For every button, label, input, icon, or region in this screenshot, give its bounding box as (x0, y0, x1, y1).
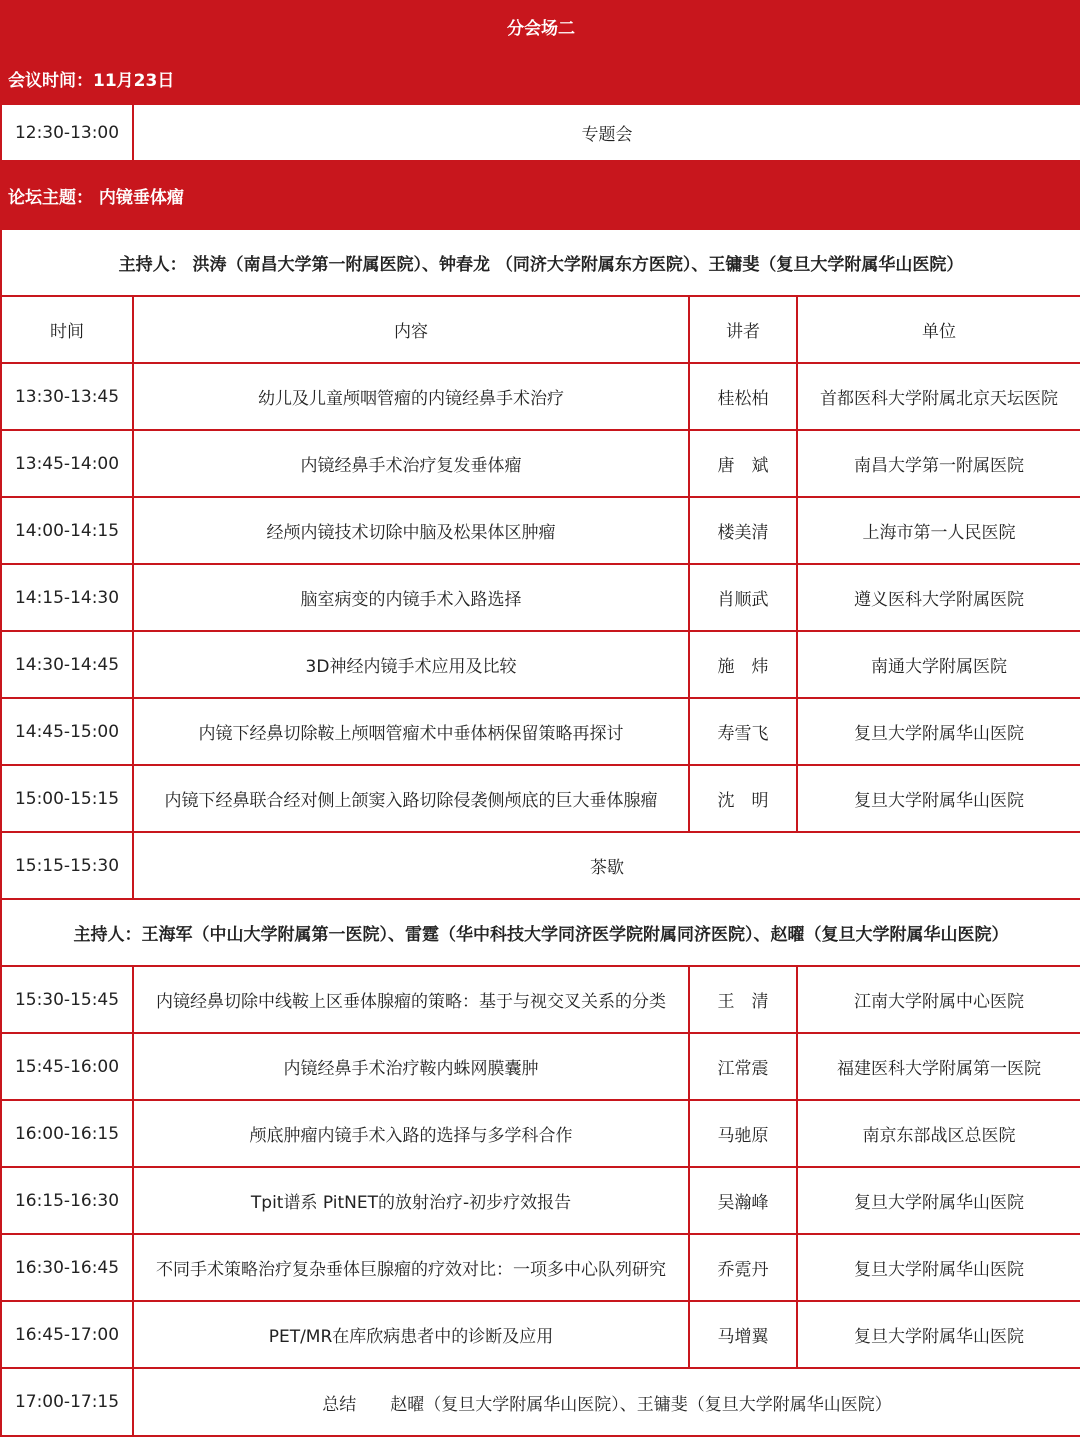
cell-time: 16:00-16:15 (1, 1100, 133, 1167)
cell-content: 3D神经内镜手术应用及比较 (133, 631, 689, 698)
col-content-header: 内容 (133, 296, 689, 363)
cell-content: 内镜下经鼻联合经对侧上颌窦入路切除侵袭侧颅底的巨大垂体腺瘤 (133, 765, 689, 832)
cell-time: 15:00-15:15 (1, 765, 133, 832)
cell-unit: 上海市第一人民医院 (797, 497, 1080, 564)
schedule-row (1, 1167, 1080, 1234)
col-time-header: 时间 (1, 296, 133, 363)
schedule-row (1, 765, 1080, 832)
cell-speaker: 江常震 (689, 1033, 797, 1100)
session1-host: 主持人： 洪涛（南昌大学第一附属医院）、钟春龙 （同济大学附属东方医院）、王镛斐（复旦大学附属华山医院） (1, 229, 1080, 296)
cell-content: 脑室病变的内镜手术入路选择 (133, 564, 689, 631)
schedule-row (1, 564, 1080, 631)
schedule-row (1, 698, 1080, 765)
cell-speaker: 马驰原 (689, 1100, 797, 1167)
column-header-row (1, 296, 1080, 363)
cell-unit: 遵义医科大学附属医院 (797, 564, 1080, 631)
intro-content: 专题会 (133, 104, 1080, 161)
schedule-row (1, 430, 1080, 497)
cell-speaker: 施 炜 (689, 631, 797, 698)
cell-speaker: 乔霓丹 (689, 1234, 797, 1301)
intro-row (1, 104, 1080, 161)
cell-content: 经颅内镜技术切除中脑及松果体区肿瘤 (133, 497, 689, 564)
cell-content: 幼儿及儿童颅咽管瘤的内镜经鼻手术治疗 (133, 363, 689, 430)
schedule-row (1, 1033, 1080, 1100)
cell-time: 14:30-14:45 (1, 631, 133, 698)
cell-speaker: 马增翼 (689, 1301, 797, 1368)
cell-time: 14:00-14:15 (1, 497, 133, 564)
cell-unit: 南昌大学第一附属医院 (797, 430, 1080, 497)
cell-unit: 南通大学附属医院 (797, 631, 1080, 698)
cell-time: 15:30-15:45 (1, 966, 133, 1033)
cell-time: 16:45-17:00 (1, 1301, 133, 1368)
cell-time: 14:15-14:30 (1, 564, 133, 631)
schedule-row (1, 497, 1080, 564)
cell-time: 16:30-16:45 (1, 1234, 133, 1301)
cell-time: 15:45-16:00 (1, 1033, 133, 1100)
cell-unit: 江南大学附属中心医院 (797, 966, 1080, 1033)
cell-content: Tpit谱系 PitNET的放射治疗-初步疗效报告 (133, 1167, 689, 1234)
schedule-row (1, 1100, 1080, 1167)
cell-unit: 复旦大学附属华山医院 (797, 765, 1080, 832)
cell-content: PET/MR在库欣病患者中的诊断及应用 (133, 1301, 689, 1368)
summary-row (1, 1368, 1080, 1436)
schedule-row (1, 363, 1080, 430)
cell-speaker: 肖顺武 (689, 564, 797, 631)
cell-speaker: 沈 明 (689, 765, 797, 832)
cell-content: 不同手术策略治疗复杂垂体巨腺瘤的疗效对比：一项多中心队列研究 (133, 1234, 689, 1301)
cell-unit: 复旦大学附属华山医院 (797, 698, 1080, 765)
cell-unit: 南京东部战区总医院 (797, 1100, 1080, 1167)
break-row (1, 832, 1080, 899)
intro-time: 12:30-13:00 (1, 104, 133, 161)
cell-speaker: 桂松柏 (689, 363, 797, 430)
cell-content: 内镜经鼻切除中线鞍上区垂体腺瘤的策略：基于与视交叉关系的分类 (133, 966, 689, 1033)
cell-unit: 复旦大学附属华山医院 (797, 1234, 1080, 1301)
forum-topic: 论坛主题： 内镜垂体瘤 (1, 161, 1080, 229)
cell-content: 内镜经鼻手术治疗复发垂体瘤 (133, 430, 689, 497)
cell-unit: 复旦大学附属华山医院 (797, 1301, 1080, 1368)
cell-unit: 福建医科大学附属第一医院 (797, 1033, 1080, 1100)
cell-unit: 复旦大学附属华山医院 (797, 1167, 1080, 1234)
cell-time: 13:30-13:45 (1, 363, 133, 430)
col-unit-header: 单位 (797, 296, 1080, 363)
cell-speaker: 王 清 (689, 966, 797, 1033)
summary-content: 总结 赵曜（复旦大学附属华山医院）、王镛斐（复旦大学附属华山医院） (133, 1368, 1080, 1436)
cell-time: 14:45-15:00 (1, 698, 133, 765)
session2-host: 主持人：王海军（中山大学附属第一医院）、雷霆（华中科技大学同济医学院附属同济医院）、赵曜（复旦大学附属华山医院） (1, 899, 1080, 966)
cell-speaker: 吴瀚峰 (689, 1167, 797, 1234)
cell-content: 内镜下经鼻切除鞍上颅咽管瘤术中垂体柄保留策略再探讨 (133, 698, 689, 765)
schedule-row (1, 966, 1080, 1033)
break-time: 15:15-15:30 (1, 832, 133, 899)
schedule-row (1, 1234, 1080, 1301)
cell-speaker: 唐 斌 (689, 430, 797, 497)
cell-time: 13:45-14:00 (1, 430, 133, 497)
cell-content: 颅底肿瘤内镜手术入路的选择与多学科合作 (133, 1100, 689, 1167)
col-speaker-header: 讲者 (689, 296, 797, 363)
cell-content: 内镜经鼻手术治疗鞍内蛛网膜囊肿 (133, 1033, 689, 1100)
cell-speaker: 楼美清 (689, 497, 797, 564)
cell-unit: 首都医科大学附属北京天坛医院 (797, 363, 1080, 430)
break-content: 茶歇 (133, 832, 1080, 899)
summary-time: 17:00-17:15 (1, 1368, 133, 1436)
cell-speaker: 寿雪飞 (689, 698, 797, 765)
cell-time: 16:15-16:30 (1, 1167, 133, 1234)
schedule-row (1, 1301, 1080, 1368)
meeting-date: 会议时间：11月23日 (1, 52, 1080, 104)
page-title: 分会场二 (1, 1, 1080, 52)
schedule-row (1, 631, 1080, 698)
